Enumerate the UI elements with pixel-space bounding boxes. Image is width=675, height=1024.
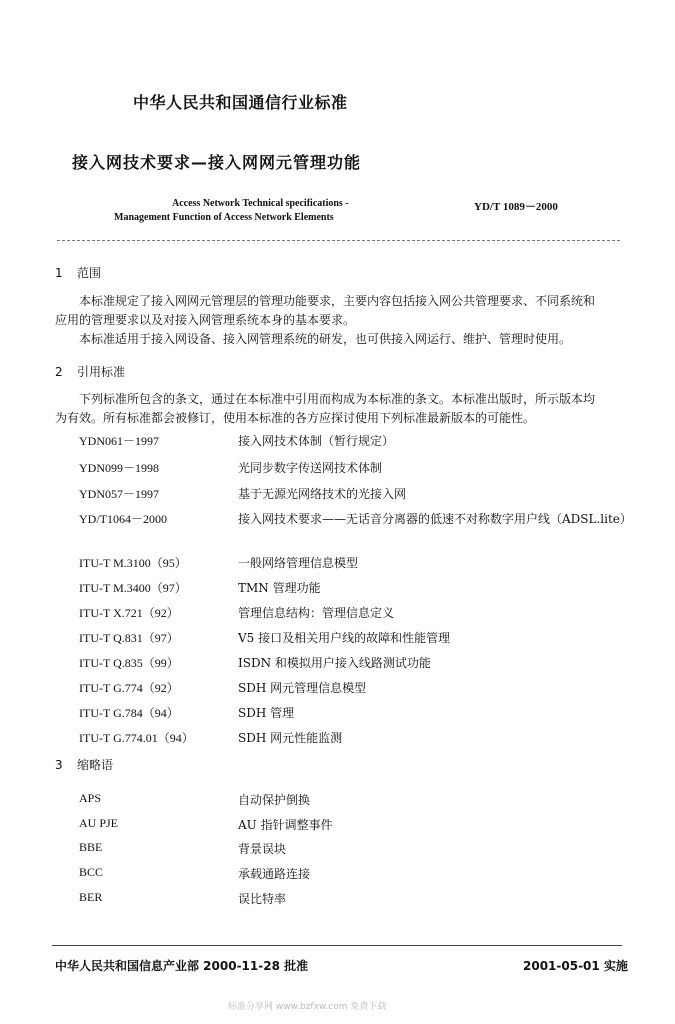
ref-title: 光同步数字传送网技术体制: [238, 461, 383, 475]
abbr-code: BER: [79, 890, 103, 904]
ref-title: SDH 管理: [238, 706, 295, 720]
section-2-heading: [55, 363, 125, 380]
section-1-heading: [55, 264, 101, 281]
ref-code: ITU-T G.774（92）: [79, 681, 179, 695]
watermark: 标准分享网 www.bzfxw.com 免费下载: [228, 1002, 387, 1012]
ref-title: 接入网技术要求——无话音分离器的低速不对称数字用户线（ADSL.lite）: [238, 512, 632, 526]
header-divider: [57, 240, 620, 242]
ref-code: ITU-T X.721（92）: [79, 606, 179, 620]
abbr-code: APS: [79, 791, 102, 805]
ref-code: ITU-T G.784（94）: [79, 706, 179, 720]
issuing-organization: 中华人民共和国通信行业标准: [133, 93, 348, 112]
footer-divider: [52, 945, 622, 946]
standard-number: YD/T 1089－2000: [474, 201, 558, 213]
section-2-intro: [55, 390, 595, 428]
abbr-meaning: 误比特率: [238, 892, 287, 906]
abbr-meaning: 自动保护倒换: [238, 793, 311, 807]
paragraph: 本标准适用于接入网设备、接入网管理系统的研发，也可供接入网运行、维护、管理时使用。: [79, 332, 572, 346]
abbr-meaning: 背景误块: [238, 842, 287, 856]
ref-code: ITU-T M.3100（95）: [79, 556, 187, 570]
approval-statement: 中华人民共和国信息产业部 2000-11-28 批准: [55, 959, 309, 973]
ref-code: ITU-T Q.831（97）: [79, 631, 179, 645]
abbr-meaning: AU 指针调整事件: [238, 818, 333, 832]
ref-code: YD/T1064－2000: [79, 512, 167, 526]
section-title: 引用标准: [77, 365, 126, 379]
abbr-code: AU PJE: [79, 816, 119, 830]
ref-title: V5 接口及相关用户线的故障和性能管理: [238, 631, 451, 645]
section-number: 1: [55, 266, 63, 280]
ref-code: YDN061－1997: [79, 434, 159, 448]
english-title-line2: Management Function of Access Network Elements: [114, 212, 334, 223]
ref-code: YDN057－1997: [79, 487, 159, 501]
ref-title: 一般网络管理信息模型: [238, 556, 359, 570]
ref-code: ITU-T M.3400（97）: [79, 581, 187, 595]
ref-title: SDH 网元管理信息模型: [238, 681, 367, 695]
abbr-code: BCC: [79, 865, 104, 879]
ref-code: ITU-T G.774.01（94）: [79, 731, 194, 745]
ref-code: YDN099－1998: [79, 461, 159, 475]
ref-title: 基于无源光网络技术的光接入网: [238, 487, 407, 501]
ref-code: ITU-T Q.835（99）: [79, 656, 179, 670]
ref-title: TMN 管理功能: [238, 581, 321, 595]
ref-title: 接入网技术体制（暂行规定）: [238, 434, 395, 448]
paragraph: 本标准规定了接入网网元管理层的管理功能要求，主要内容包括接入网公共管理要求、不同系统和应用的管理要求以及对接入网管理系统本身的基本要求。: [55, 294, 596, 327]
paragraph: 下列标准所包含的条文，通过在本标准中引用而构成为本标准的条文。本标准出版时，所示版本均为有效。所有标准都会被修订，使用本标准的各方应探讨使用下列标准最新版本的可能性。: [55, 392, 596, 425]
section-number: 3: [55, 758, 63, 772]
abbr-meaning: 承载通路连接: [238, 867, 311, 881]
section-number: 2: [55, 365, 63, 379]
abbr-code: BBE: [79, 840, 103, 854]
section-title: 缩略语: [77, 758, 114, 772]
section-title: 范围: [77, 266, 102, 280]
ref-title: ISDN 和模拟用户接入线路测试功能: [238, 656, 431, 670]
ref-title: SDH 网元性能监测: [238, 731, 343, 745]
document-title: 接入网技术要求—接入网网元管理功能: [72, 153, 362, 172]
english-title-line1: Access Network Technical specifications -: [172, 198, 349, 209]
ref-title: 管理信息结构：管理信息定义: [238, 606, 395, 620]
effective-date: 2001-05-01 实施: [523, 959, 628, 973]
section-3-heading: [55, 756, 113, 773]
section-1-body: [55, 292, 595, 349]
